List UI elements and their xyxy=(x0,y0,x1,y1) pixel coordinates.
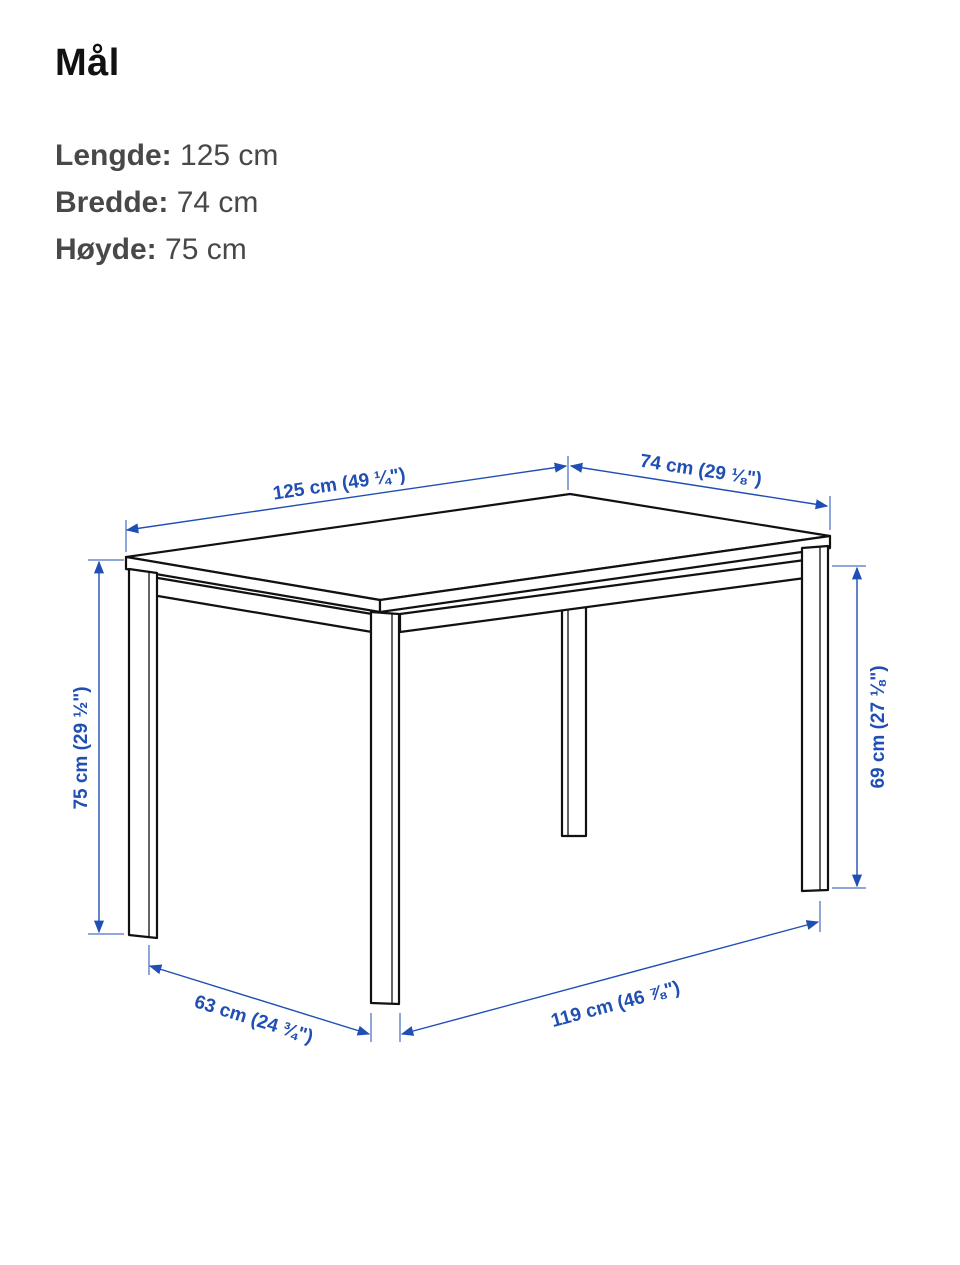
table-illustration xyxy=(126,494,830,1004)
inner-length-dimension-line xyxy=(402,922,818,1034)
spec-value: 75 cm xyxy=(165,233,247,266)
inner-width-dimension-label: 63 cm (24 ¾") xyxy=(191,991,316,1048)
front-left-leg xyxy=(129,569,157,938)
spec-value: 125 cm xyxy=(180,139,279,172)
right-leg xyxy=(802,546,828,891)
width-dimension-label: 74 cm (29 ⅛") xyxy=(638,450,764,491)
spec-label: Lengde: xyxy=(55,139,172,172)
height-dimension-label: 75 cm (29 ½") xyxy=(71,686,92,810)
inner-length-dimension-label: 119 cm (46 ⅞") xyxy=(548,977,683,1032)
length-dimension-label: 125 cm (49 ¼") xyxy=(271,464,407,505)
spec-label: Bredde: xyxy=(55,186,169,219)
back-right-leg xyxy=(562,604,586,836)
front-corner-leg xyxy=(371,612,399,1004)
leg-height-dimension-label: 69 cm (27 ⅛") xyxy=(868,665,889,789)
spec-value: 74 cm xyxy=(176,186,259,219)
spec-label: Høyde: xyxy=(55,233,157,266)
page-title: Mål xyxy=(55,42,120,84)
